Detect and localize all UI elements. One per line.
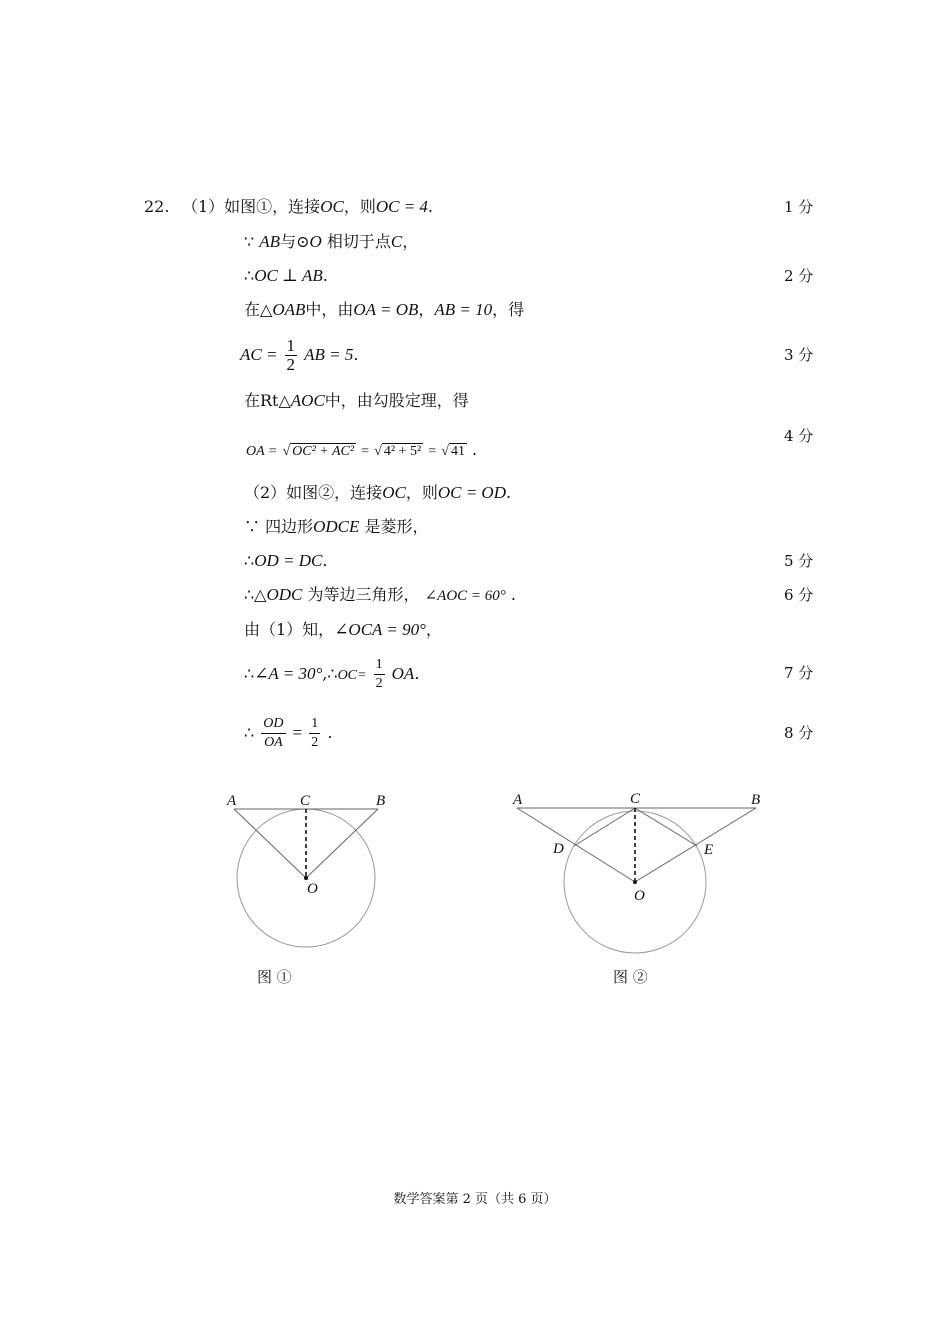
angle-a-therefore-2: ∴ xyxy=(327,664,338,683)
eq-oc-od: OC = OD xyxy=(437,483,506,502)
from-part1-tail: ， xyxy=(425,620,442,639)
score-8: 8 分 xyxy=(784,724,814,742)
ac-dot: . xyxy=(353,345,359,364)
od-dc-dot: . xyxy=(322,551,328,570)
tangent-tail: ， xyxy=(402,232,419,251)
problem-number: 22. xyxy=(144,197,170,216)
figure2-caption: 图 ② xyxy=(613,968,648,986)
part2-dot: . xyxy=(505,483,512,502)
sqrt-oc-ac: OC² + AC² xyxy=(292,444,355,459)
score-5: 5 分 xyxy=(784,552,814,570)
because-symbol-2: ∵ xyxy=(244,517,261,536)
fraction-denominator: 2 xyxy=(286,355,296,374)
triangle-oab: OAB xyxy=(272,300,306,319)
equals-2: = xyxy=(361,444,370,459)
sqrt-4-5: 4² + 5² xyxy=(383,444,422,459)
score-6: 6 分 xyxy=(784,586,814,604)
fraction-2-denominator: 2 xyxy=(375,676,383,691)
triangle-mid: 中，由 xyxy=(305,300,354,319)
point-c: C xyxy=(390,232,403,251)
ratio-dot: . xyxy=(327,723,333,742)
radical-sign-1: √ xyxy=(282,444,291,459)
angle-a-dot: . xyxy=(414,664,420,683)
triangle-odc: ODC xyxy=(266,585,303,604)
ratio-half-denominator: 2 xyxy=(311,735,319,750)
angle-a-comma: , xyxy=(322,664,328,683)
from-part1-text: 由（1）知， xyxy=(244,620,335,639)
fraction-numerator: 1 xyxy=(286,336,296,355)
figure1-label-o: O xyxy=(307,881,318,897)
quad-odce: ODCE xyxy=(313,517,360,536)
tangent-text2: 相切于点 xyxy=(326,232,391,251)
rt-tail: 中，由勾股定理，得 xyxy=(324,391,469,410)
angle-a: ∠A = 30° xyxy=(254,664,323,683)
triangle-aoc: AOC xyxy=(290,391,325,410)
part1-intro: （1）如图①，连接 xyxy=(182,197,321,216)
part2-oc: OC xyxy=(382,483,406,502)
figure1-caption: 图 ① xyxy=(257,968,292,986)
equilateral-therefore: ∴△ xyxy=(244,585,267,604)
ratio-half-numerator: 1 xyxy=(309,715,320,734)
rt-in: 在Rt△ xyxy=(244,391,291,410)
part2-intro: （2）如图②，连接 xyxy=(244,483,383,502)
oa-dot: . xyxy=(472,440,478,459)
figure2-label-a: A xyxy=(513,792,523,808)
figure2-label-c: C xyxy=(630,791,641,807)
score-7: 7 分 xyxy=(784,664,814,682)
figure1-label-a: A xyxy=(227,793,237,809)
eq-ab-10: AB = 10 xyxy=(434,300,493,319)
oa-lhs: OA = xyxy=(246,444,278,459)
angle-a-therefore: ∴ xyxy=(244,664,255,683)
score-3: 3 分 xyxy=(784,346,814,364)
triangle-in: 在△ xyxy=(244,300,273,319)
triangle-comma: ， xyxy=(418,300,435,319)
perp-expression: OC ⊥ AB xyxy=(254,266,323,285)
figure2-label-d: D xyxy=(553,841,564,857)
part1-dot: . xyxy=(427,197,434,216)
oc-equation: OC = 4 xyxy=(375,197,428,216)
score-2: 2 分 xyxy=(784,267,814,285)
ratio-numerator: OD xyxy=(261,715,285,734)
rhombus-text: 四边形 xyxy=(265,517,314,536)
therefore-symbol-2: ∴ xyxy=(244,551,255,570)
figure2-center-dot xyxy=(633,880,637,884)
perp-dot: . xyxy=(322,266,328,285)
score-4: 4 分 xyxy=(784,427,814,445)
ac-rhs: AB = 5 xyxy=(304,345,354,364)
figure1-label-b: B xyxy=(376,793,386,809)
triangle-tail: ，得 xyxy=(492,300,525,319)
figure2-segment-cd xyxy=(574,808,635,846)
ac-lhs: AC = xyxy=(240,345,278,364)
segment-ab: AB xyxy=(259,232,281,251)
radical-sign-2: √ xyxy=(374,444,382,459)
ratio-denominator: OA xyxy=(264,735,283,750)
angle-oca: ∠OCA = 90° xyxy=(334,620,426,639)
equals-3: = xyxy=(428,444,437,459)
oc-equals: OC= xyxy=(337,668,367,683)
ratio-therefore: ∴ xyxy=(244,723,255,742)
oa-term: OA xyxy=(391,664,415,683)
ratio-equals: = xyxy=(292,723,303,742)
equilateral-text: 为等边三角形， xyxy=(307,585,420,604)
figure2-label-o: O xyxy=(634,888,645,904)
score-1: 1 分 xyxy=(784,198,814,216)
angle-aoc: ∠AOC = 60° xyxy=(424,588,506,604)
part2-then: ，则 xyxy=(405,483,438,502)
sqrt-41: 41 xyxy=(450,444,465,459)
radical-sign-3: √ xyxy=(441,444,449,459)
tangent-text1: 与⊙ xyxy=(280,232,310,251)
part1-then: ，则 xyxy=(343,197,376,216)
eq-od-dc: OD = DC xyxy=(254,551,323,570)
figure1-center-dot xyxy=(304,876,308,880)
figure-2 xyxy=(512,791,760,953)
figure1-label-c: C xyxy=(300,793,311,809)
eq-oa-ob: OA = OB xyxy=(353,300,419,319)
fraction-2-numerator: 1 xyxy=(374,656,385,675)
figure2-label-b: B xyxy=(751,792,761,808)
therefore-symbol: ∴ xyxy=(244,266,255,285)
because-symbol: ∵ xyxy=(244,232,255,251)
rhombus-tail: 是菱形， xyxy=(364,517,429,536)
figure2-label-e: E xyxy=(704,842,714,858)
segment-oc: OC xyxy=(320,197,344,216)
equilateral-dot: . xyxy=(510,585,516,604)
circle-o: O xyxy=(309,232,322,251)
figure-1 xyxy=(226,793,385,947)
page-footer: 数学答案第 2 页（共 6 页） xyxy=(393,1192,557,1207)
figure2-segment-ce xyxy=(635,808,697,846)
